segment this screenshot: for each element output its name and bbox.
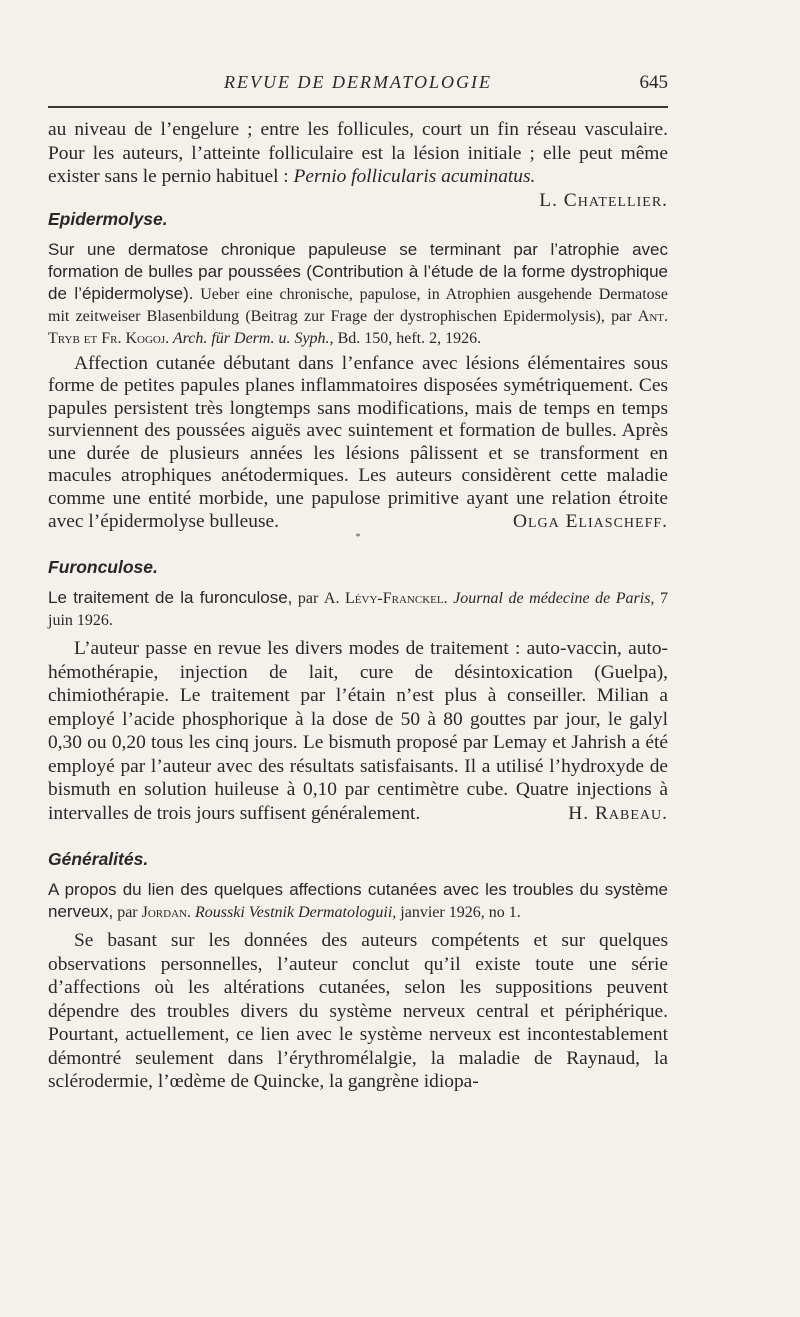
article-journal-furonculose: Journal de médecine de Paris, xyxy=(447,590,655,608)
article-journal-generalites: Rousski Vestnik Dermatologuii, xyxy=(190,904,397,922)
article-title-generalites: A propos du lien des quelques affections cutanées avec les troubles du système nerveux, xyxy=(48,880,668,922)
page-body xyxy=(48,118,668,1094)
section-heading-epidermolyse: Epidermolyse. xyxy=(48,208,168,229)
intro-text: au niveau de l’engelure ; entre les follicules, court un fin réseau vasculaire. Pour les auteurs, l’atteinte folliculaire est la lésion initiale ; elle peut même exister sans le pernio habituel : xyxy=(48,119,668,187)
article-journal-epidermolyse: Arch. für Derm. u. Syph., xyxy=(169,329,334,347)
article-body-furonculose xyxy=(48,637,668,825)
separator-mark: * xyxy=(355,532,361,544)
article-body-epidermolyse xyxy=(48,353,668,534)
article-title-furonculose: Le traitement de la furonculose, xyxy=(48,588,293,608)
article-ref-end-furonculose: 7 juin 1926. xyxy=(48,590,668,630)
article-entry-epidermolyse xyxy=(48,239,668,349)
article-title-epidermolyse: Sur une dermatose chronique papuleuse se terminant par l’atrophie avec formation de bulles par poussées (Contribution à l’étude de la forme dystrophique de l’épidermolyse). xyxy=(48,239,668,303)
article-ref-generalites: par xyxy=(113,904,142,922)
article-signature-epidermolyse: Olga Eliascheff. xyxy=(513,510,668,532)
article-authors-epidermolyse: Ant. Tryb et Fr. Kogoj. xyxy=(48,307,668,347)
intro-signature: L. Chatellier. xyxy=(539,189,668,211)
intro-paragraph xyxy=(48,118,668,211)
article-ref-end-epidermolyse: Bd. 150, heft. 2, 1926. xyxy=(333,329,482,347)
running-title: REVUE DE DERMATOLOGIE xyxy=(224,72,492,92)
article-text-furonculose: L’auteur passe en revue les divers modes de traitement : auto-vaccin, auto-hémothérapie, injection de lait, cure de désintoxication (Guelpa), chimiothérapie. Le traitement par l’étain n’est plus à conseiller. Milian a employé l’acide phosphorique à la dose de 50 à 80 gouttes par jour, le galyl 0,30 ou 0,20 tous les cinq jours. Le bismuth proposé par Lemay et Jahrish a été employé par l’auteur avec des résultats satisfaisants. Il a utilisé l’hydroxyde de bismuth en solution huileuse à 0,10 par centimètre cube. Quatre injections à intervalles de trois jours suffisent généralement. xyxy=(48,638,668,824)
section-heading-furonculose: Furonculose. xyxy=(48,557,158,578)
header-rule xyxy=(48,106,668,108)
article-text-epidermolyse: Affection cutanée débutant dans l’enfance avec lésions élémentaires sous forme de petites papules planes inflammatoires disposées symétriquement. Ces papules persistent très longtemps sans modifications, mais de temps en temps surviennent des poussées aiguës avec suintement et formation de bulles. Après une durée de plusieurs années les lésions pâlissent et se transforment en macules atrophiques anétodermiques. Les auteurs considèrent cette maladie comme une entité morbide, une papulose primitive ayant une relation étroite avec l’épidermolyse bulleuse. xyxy=(48,352,668,532)
article-entry-furonculose xyxy=(48,587,668,631)
article-entry-generalites xyxy=(48,879,668,923)
article-author-furonculose: A. Lévy-Franckel. xyxy=(323,590,448,608)
article-ref-epidermolyse: Ueber eine chronische, papulose, in Atrophien ausgehende Dermatose mit zeitweiser Blasenbildung (Beitrag zur Frage der dystrophischen Epidermolysis), par xyxy=(48,285,668,325)
section-heading-generalites: Généralités. xyxy=(48,849,149,870)
running-head xyxy=(48,72,668,98)
article-signature-furonculose: H. Rabeau. xyxy=(568,802,668,824)
page-number: 645 xyxy=(639,72,668,93)
article-ref-furonculose: par xyxy=(292,590,324,608)
intro-italic-term: Pernio follicularis acuminatus. xyxy=(293,166,536,187)
article-author-generalites: Jordan. xyxy=(141,904,191,922)
article-ref-end-generalites: janvier 1926, no 1. xyxy=(396,904,521,922)
article-body-generalites: Se basant sur les données des auteurs compétents et sur quelques observations personnelles, l’auteur conclut qu’il existe toute une série d’affections où les altérations cutanées, selon les suppositions peuvent dépendre des troubles divers du système nerveux central et périphérique. Pourtant, actuellement, ce lien avec le système nerveux est incontestablement démontré seulement dans l’érythromélalgie, la maladie de Raynaud, la sclérodermie, l’œdème de Quincke, la gangrène idiopa- xyxy=(48,930,668,1093)
